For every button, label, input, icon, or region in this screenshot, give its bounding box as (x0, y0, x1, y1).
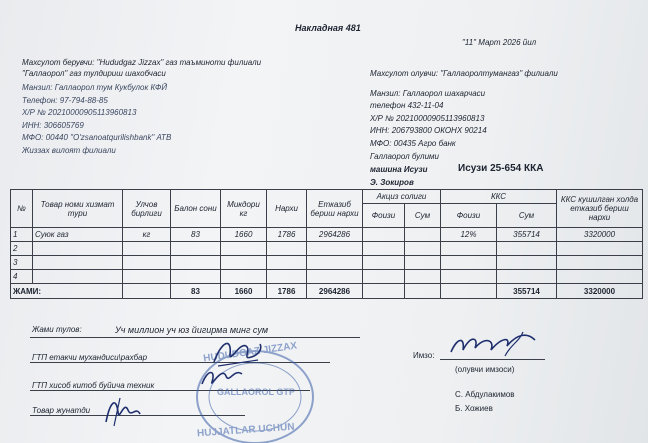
totals-excise-rate (363, 284, 405, 299)
col-total-with-vat: ККС кушилган холда етказиб бериш нархи (557, 190, 643, 228)
row-name (33, 256, 123, 270)
supplier-address: Манзил: Галлаорол тум Кукбулок КФЙ (22, 83, 168, 92)
signer-name-2: Б. Хожиев (455, 404, 493, 413)
row-unit (123, 270, 171, 284)
receiver-phone: телефон 432-11-04 (370, 101, 444, 110)
row-num: 1 (11, 228, 33, 242)
col-vat-rate: Фоизи (441, 204, 497, 228)
col-excise: Акциз солиги (363, 190, 441, 204)
supplier-unit: "Галлаорол" газ тулдириш шахобчаси (22, 69, 166, 78)
row-unit (123, 256, 171, 270)
totals-total: 3320000 (557, 284, 643, 299)
totals-qty: 1660 (221, 284, 267, 299)
row-unit (123, 242, 171, 256)
handover-signature (100, 392, 145, 428)
totals-vat-rate (441, 284, 497, 299)
row-delivery (307, 242, 363, 256)
row-name (33, 242, 123, 256)
receiver-signature (445, 326, 545, 362)
col-delivery-price: Етказиб бериш нархи (307, 190, 363, 228)
row-qty (221, 256, 267, 270)
row-excise-rate (363, 228, 405, 242)
col-num: № (11, 190, 33, 228)
row-total (557, 242, 643, 256)
receiver-inn: ИНН: 206793800 ОКОНХ 90214 (370, 126, 487, 135)
table-row (11, 256, 643, 270)
receiver-address: Манзил: Галлаорол шахарчаси (370, 89, 486, 98)
row-total (557, 270, 643, 284)
col-excise-rate: Фоизи (363, 204, 405, 228)
table-row (11, 270, 643, 284)
amount-label: Жами тулов: (32, 325, 82, 334)
totals-label: ЖАМИ: (11, 284, 123, 299)
totals-unit (123, 284, 171, 299)
row-balloons (171, 270, 221, 284)
row-excise-sum (405, 270, 441, 284)
row-vat-rate: 12% (441, 228, 497, 242)
row-num: 4 (11, 270, 33, 284)
row-excise-sum (405, 242, 441, 256)
col-excise-sum: Сум (405, 204, 441, 228)
row-vat-rate (441, 270, 497, 284)
col-name: Товар номи хизмат тури (33, 190, 123, 228)
table-header-row (11, 190, 643, 204)
totals-delivery: 2964286 (307, 284, 363, 299)
col-unit: Улчов бирлиги (123, 190, 171, 228)
driver-name: Э. Зокиров (370, 178, 414, 187)
col-vat: ККС (441, 190, 557, 204)
row-vat-sum (497, 242, 557, 256)
imzo-label: Имзо: (413, 351, 435, 360)
totals-price: 1786 (267, 284, 307, 299)
row-price (267, 270, 307, 284)
row-delivery: 2964286 (307, 228, 363, 242)
row-vat-rate (441, 242, 497, 256)
table-row (11, 228, 643, 242)
signature-caption: (олувчи имзоси) (455, 365, 515, 374)
receiver-mfo: МФО: 00435 Агро банк (370, 139, 456, 148)
stamp-text-bottom: HUJJATLAR UCHUN (196, 421, 295, 440)
row-qty (221, 270, 267, 284)
amount-underline (30, 337, 360, 338)
row-price (267, 256, 307, 270)
row-num: 2 (11, 242, 33, 256)
row-vat-sum: 355714 (497, 228, 557, 242)
row-price: 1786 (267, 228, 307, 242)
row-qty: 1660 (221, 228, 267, 242)
row-balloons (171, 256, 221, 270)
totals-balloons: 83 (171, 284, 221, 299)
col-price: Нархи (267, 190, 307, 228)
table-row (11, 242, 643, 256)
row-name: Суюк газ (33, 228, 123, 242)
vehicle-label: машина Исузи (370, 165, 428, 174)
row-name (33, 270, 123, 284)
row-vat-sum (497, 270, 557, 284)
supplier-branch: Жиззах вилоят филиали (22, 146, 116, 155)
supplier-name: Махсулот берувчи: "Hududgaz Jizzax" газ таъминоти филиали (22, 58, 262, 67)
row-balloons: 83 (171, 228, 221, 242)
goods-table (10, 189, 643, 299)
row-excise-sum (405, 256, 441, 270)
row-balloons (171, 242, 221, 256)
accountant-signature (198, 362, 248, 392)
row-excise-sum (405, 228, 441, 242)
stamp-text-mid: GALLAOROL GTP (217, 387, 295, 397)
receiver-name: Махсулот олувчи: "Галлаоролтумангаз" филиали (370, 69, 558, 78)
supplier-account: Х/Р № 20210000905113960813 (22, 108, 137, 117)
row-delivery (307, 256, 363, 270)
supplier-inn: ИНН: 306605769 (22, 121, 84, 130)
totals-excise-sum (405, 284, 441, 299)
document-date: "11" Март 2026 йил (462, 38, 537, 47)
amount-in-words: Уч миллион уч юз йигирма минг сум (115, 325, 268, 335)
row-total (557, 256, 643, 270)
receiver-dept: Галлаорол булими (370, 152, 439, 161)
row-qty (221, 242, 267, 256)
handover-label: Товар жунатди (32, 406, 91, 415)
accountant-label: ГТП хисоб китоб буйича техник (32, 381, 155, 390)
supplier-mfo: МФО: 00440 "O'zsanoatqurilishbank" АТВ (22, 133, 172, 142)
totals-vat-sum: 355714 (497, 284, 557, 299)
row-vat-rate (441, 256, 497, 270)
signer-name-1: С. Абдулакимов (455, 390, 515, 399)
row-delivery (307, 270, 363, 284)
table-totals-row (11, 284, 643, 299)
col-balloons: Балон сони (171, 190, 221, 228)
vehicle-plate: Исузи 25-654 ККА (458, 163, 544, 174)
supplier-phone: Телефон: 97-794-88-85 (22, 96, 108, 105)
row-unit: кг (123, 228, 171, 242)
document-title: Накладная 481 (295, 23, 361, 33)
row-excise-rate (363, 242, 405, 256)
receiver-account: Х/Р № 20210000905113960813 (370, 114, 485, 123)
row-excise-rate (363, 256, 405, 270)
col-vat-sum: Сум (497, 204, 557, 228)
col-qty: Микдори кг (221, 190, 267, 228)
stamp-text-top: HUDUDGAZ JIZZAX (202, 340, 298, 365)
row-price (267, 242, 307, 256)
row-num: 3 (11, 256, 33, 270)
row-excise-rate (363, 270, 405, 284)
row-total: 3320000 (557, 228, 643, 242)
row-vat-sum (497, 256, 557, 270)
engineer-label: ГТП етакчи мухандиси\рахбар (32, 353, 148, 362)
